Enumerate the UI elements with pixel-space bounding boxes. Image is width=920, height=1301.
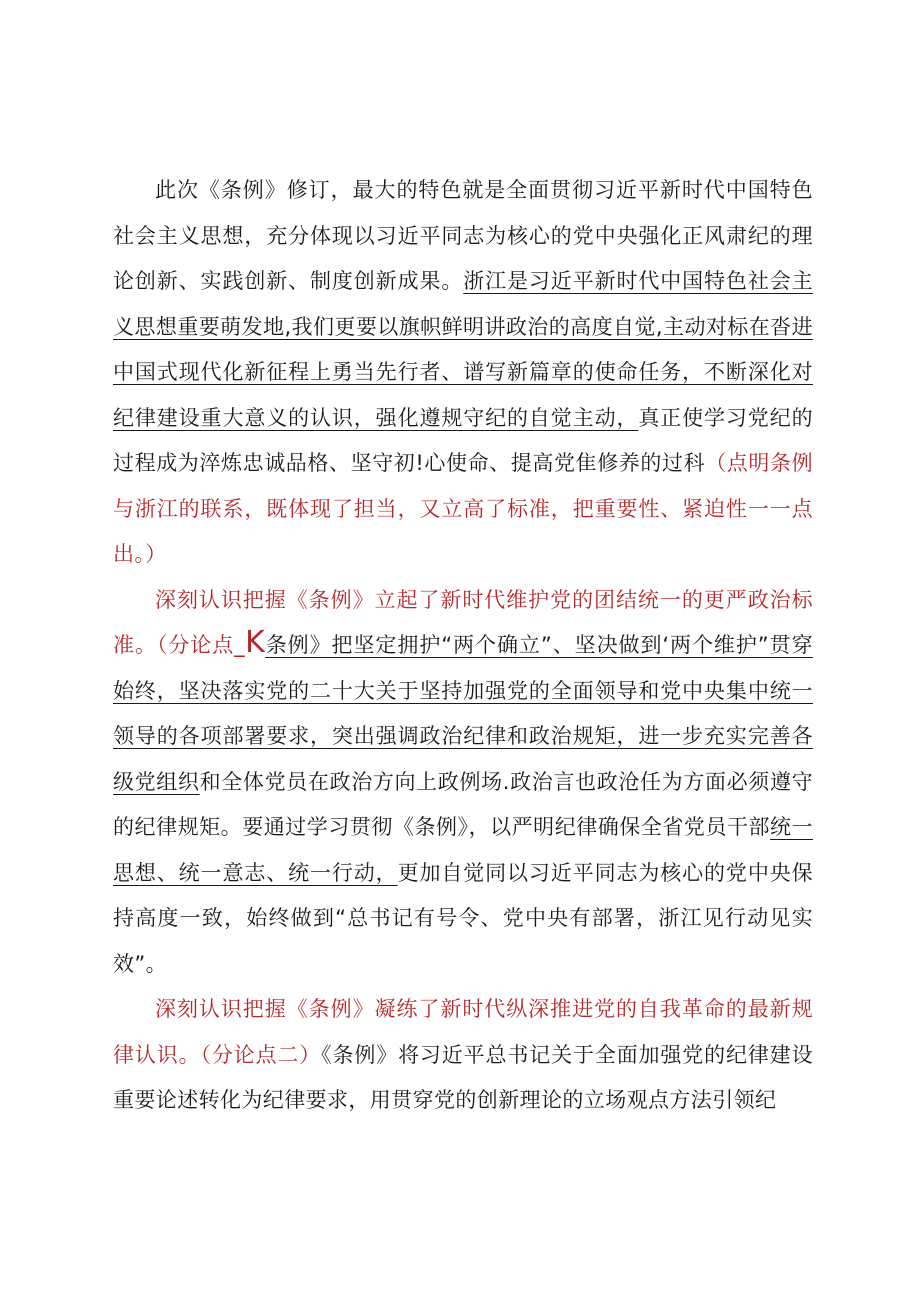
paragraph-3-text: 《条例》将习近平总书记关于全面加强党的纪律建设重要论述转化为纪律要求，用贯穿党的创新理论的立场观点方法引领纪 <box>113 1042 813 1112</box>
paragraph-2-heading: 深刻认识把握《条例》立起了新时代维护党的团结统一的更严政治标准。 <box>113 587 813 657</box>
paragraph-1-text: 此次《条例》修订，最大的特色就是全面贯彻习近平新时代中国特色社会主义思想，充分体现以习近平同志为核心的党中央强化正风肃纪的理论创新、实践创新、制度创新成果。 <box>113 178 813 293</box>
paragraph-2-text: 和全体党员在政治方向上政例场.政治言也政沧任为方面必须遵守的纪律规矩。要通过学习贯彻《条例》，以严明纪律确保全省党员干部 <box>113 769 813 839</box>
paragraph-1-underlined-text: 浙江是习近平新时代中国特色社会主义思想 <box>113 269 813 339</box>
paragraph-3-heading: 深刻认识把握《条例》凝练了新时代纵深推进党的自我革命的最新规律认识。 <box>113 997 813 1067</box>
paragraph-2 <box>113 578 813 988</box>
paragraph-2-annotation: （分论点_ <box>156 633 246 657</box>
paragraph-3 <box>113 987 813 1124</box>
paragraph-1-underlined-text-2: 重要萌发地,我们更要以旗帜鲜明讲政治的高度自觉,主动对标在沓进中国式现代化新征程上勇当先行者、谱写新篇章的使命任务，不断深化对纪律建设重大意义的认识，强化遵规守纪的自觉主动， <box>113 314 813 430</box>
paragraph-2-underlined-text: 条例》把坚定拥护“两个确立”、坚决做到‘两个维护”贯穿始终，坚决落实党的二十大关于坚持加强党的全面领导和党中央集中统一领导的各项部署要求，突出强调政治纪律和政治规矩，进一步充实完善各级党组织 <box>113 633 813 794</box>
paragraph-3-annotation: （分论点二） <box>200 1042 322 1067</box>
paragraph-1-text-2: 真正使学习党纪的过程成为淬炼忠诚品格、坚守初!心使命、提高党隹修养的过科 <box>113 405 813 475</box>
paragraph-2-underlined-text-2: 统一思想、统一意志、统一行动， <box>113 815 813 885</box>
paragraph-2-text-2: 更加自觉同以习近平同志为核心的党中央保持高度一致，始终做到“总书记有号令、党中央有部署，浙江见行动见实效”。 <box>113 860 813 976</box>
paragraph-1 <box>113 168 813 578</box>
document-body <box>113 168 813 1124</box>
paragraph-1-annotation: （点明条例与浙江的联系，既体现了担当，又立高了标准，把重要性、紧迫性一一点出。） <box>113 451 813 566</box>
paragraph-2-annotation-k: K <box>245 625 266 660</box>
